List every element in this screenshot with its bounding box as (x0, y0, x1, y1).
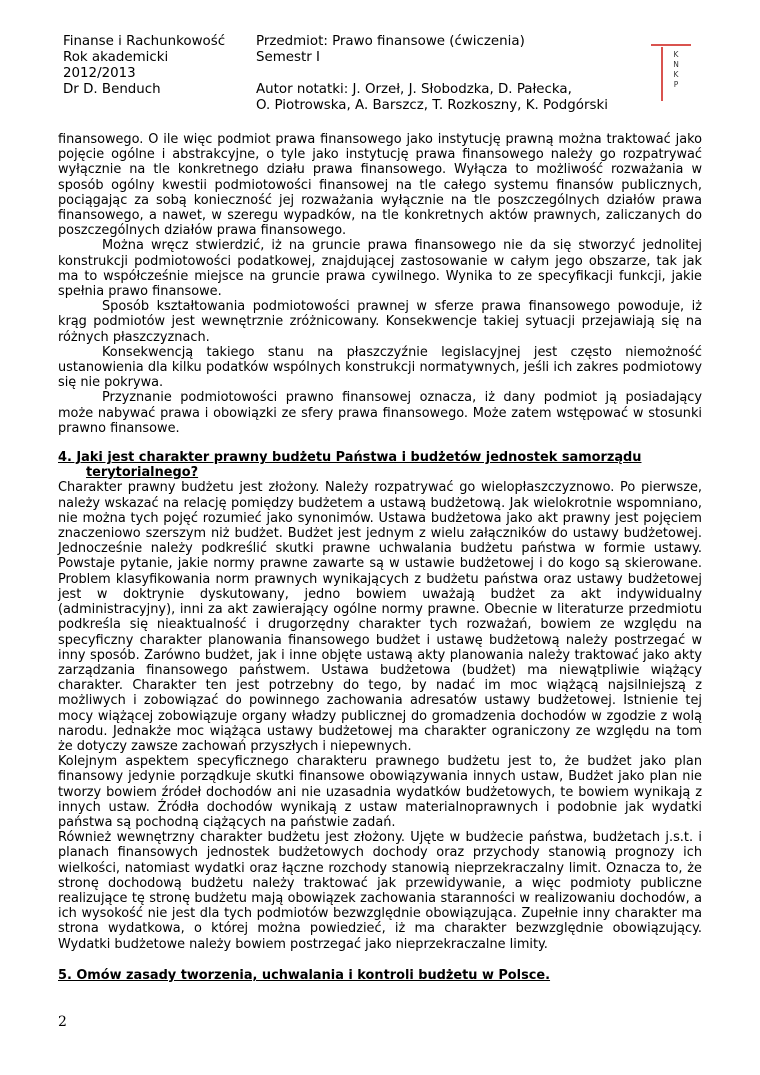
header-right (256, 34, 656, 114)
logo-top-bar (651, 44, 691, 46)
paragraph: Sposób kształtowania podmiotowości prawnej w sferze prawa finansowego powoduje, iż krąg podmiotów jest wewnętrznie zróżnicowany. Konsekwencje takiej sytuacji przejawiają się na różnych płaszczyznach. (58, 299, 702, 345)
header-lecturer: Dr D. Benduch (63, 82, 161, 97)
logo-letters (671, 50, 681, 90)
logo-letter: P (673, 80, 679, 89)
header-authors-line1: Autor notatki: J. Orzeł, J. Słobodzka, D. Pałecka, (256, 82, 572, 97)
header-academic-year: 2012/2013 (63, 66, 136, 81)
question-4-heading-line2: terytorialnego? (86, 465, 199, 481)
paragraph: Konsekwencją takiego stanu na płaszczyźnie legislacyjnej jest często niemożność ustanowienia dla kilku podatków wspólnych konstrukcji normatywnych, jeśli ich zakres podmiotowy się nie pokrywa. (58, 344, 702, 391)
paragraph: Można wręcz stwierdzić, iż na gruncie prawa finansowego nie da się stworzyć jednolitej konstrukcji podmiotowości podatkowej, znajdującej zastosowanie w całym jego obszarze, tak jak ma to współcześnie miejsce na gruncie prawa cywilnego. Wynika to ze specyfikacji funkcji, jakie spełnia prawo finansowe. (58, 238, 702, 300)
header-authors-line2: O. Piotrowska, A. Barszcz, T. Rozkoszny, K. Podgórski (256, 98, 608, 113)
logo-letter: K (673, 50, 679, 59)
paragraph: Przyznanie podmiotowości prawno finansowej oznacza, iż dany podmiot ją posiadający może nabywać prawa i obowiązki ze sfery prawa finansowego. Może zatem wstępować w stosunki prawno finansowe. (58, 390, 702, 436)
paragraph-continuation: finansowego. O ile więc podmiot prawa finansowego jako instytucję prawną można traktować jako pojęcie ogólne i abstrakcyjne, o tyle jako instytucję prawa finansowego należy go rozpatrywać wyłącznie na tle konkretnego działu prawa finansowego. Wyłącza to możliwość rozważania w sposób ogólny kwestii podmiotowości finansowej na tle całego systemu finansów publicznych, pociągając za sobą konieczność jej rozważania wyłącznie na tle poszczególnych działów prawa finansowego, a nawet, w szeregu wypadków, na tle konkretnych aktów prawnych, zaliczanych do poszczególnych działów prawa finansowego. (58, 132, 702, 239)
question-4-heading (58, 450, 702, 480)
knkp-logo (651, 44, 691, 102)
header-subject: Przedmiot: Prawo finansowe (ćwiczenia) (256, 34, 525, 49)
logo-letter: N (673, 60, 679, 69)
question-4-heading-line1: 4. Jaki jest charakter prawny budżetu Państwa i budżetów jednostek samorządu (58, 450, 642, 466)
question-5-heading: 5. Omów zasady tworzenia, uchwalania i kontroli budżetu w Polsce. (58, 967, 551, 983)
header-left (63, 34, 248, 98)
logo-vertical-line (661, 47, 663, 101)
header-field-of-study: Finanse i Rachunkowość (63, 34, 226, 49)
logo-letter: K (673, 70, 679, 79)
paragraph: Charakter prawny budżetu jest złożony. Należy rozpatrywać go wielopłaszczyznowo. Po pierwsze, należy wskazać na relację pomiędzy budżetem a ustawą budżetową. Jak wielokrotnie wspomniano, nie można tych pojęć rozumieć jako synonimów. Ustawa budżetowa jako akt prawny jest pojęciem znaczeniowo szerszym niż budżet. Budżet jest jednym z wielu załączników do ustawy budżetowej. Jednocześnie należy podkreślić skutki prawne uchwalania budżetu państwa w formie ustawy. Powstaje pytanie, jakie normy prawne zawarte są w ustawie budżetowej i do kogo są skierowane. Problem klasyfikowania norm prawnych wynikających z budżetu państwa oraz ustawy budżetowej jest w doktrynie dyskutowany, jedno bowiem uważają budżet za akt indywidualny (administracyjny), inni za akt zawierający ogólne normy prawne. Obecnie w literaturze przedmiotu podkreśla się nieaktualność i drugorzędny charakter tych rozważań, bowiem ze względu na specyficzny charakter planowania finansowego budżet i ustawę budżetową należy postrzegać w inny sposób. Zarówno budżet, jak i inne objęte ustawą akty planowania należy traktować jako akty zarządzania finansowego państwem. Ustawa budżetowa (budżet) ma niewątpliwie wiążący charakter. Charakter ten jest potrzebny do tego, by nadać im moc wiążącą najsilniejszą z możliwych i zobowiązać do powinnego zachowania adresatów ustawy budżetowej. Istnienie tej mocy wiążącej zobowiązuje organy władzy publicznej do gromadzenia dochodów w zgodzie z wolą narodu. Jednakże moc wiążąca ustawy budżetowej ma charakter ograniczony ze względu na tom że dotyczy zawsze zachowań przyszłych i niepewnych. (58, 480, 702, 754)
page-number: 2 (58, 1014, 67, 1030)
header-academic-year-label: Rok akademicki (63, 50, 169, 65)
paragraph: Kolejnym aspektem specyficznego charakteru prawnego budżetu jest to, że budżet jako plan finansowy jedynie porządkuje skutki finansowe obowiązywania innych ustaw, Budżet jako plan nie tworzy bowiem źródeł dochodów ani nie uzasadnia wydatków budżetowych, te bowiem wynikają z innych ustaw. Źródła dochodów wynikają z ustaw materialnoprawnych i podobnie jak wydatki państwa są pochodną ciążących na państwie zadań. (58, 754, 702, 830)
document-body (58, 132, 702, 983)
header-spacer (256, 66, 656, 82)
paragraph: Również wewnętrzny charakter budżetu jest złożony. Ujęte w budżecie państwa, budżetach j.s.t. i planach finansowych jednostek budżetowych dochody oraz przychody stanowią prognozy ich wielkości, natomiast wydatki oraz łączne rozchody stanowią nieprzekraczalny limit. Oznacza to, że stronę dochodową budżetu należy traktować jak przewidywanie, a więc podmioty publiczne realizujące tę stronę budżetu mają obowiązek zachowania staranności w realizowaniu dochodów, a ich wysokość nie jest dla tych podmiotów bezwzględnie obowiązująca. Zupełnie inny charakter ma strona wydatkowa, o której można powiedzieć, iż ma charakter bezwzględnie obowiązujący. Wydatki budżetowe należy bowiem postrzegać jako nieprzekraczalne limity. (58, 830, 702, 952)
header-semester: Semestr I (256, 50, 320, 65)
